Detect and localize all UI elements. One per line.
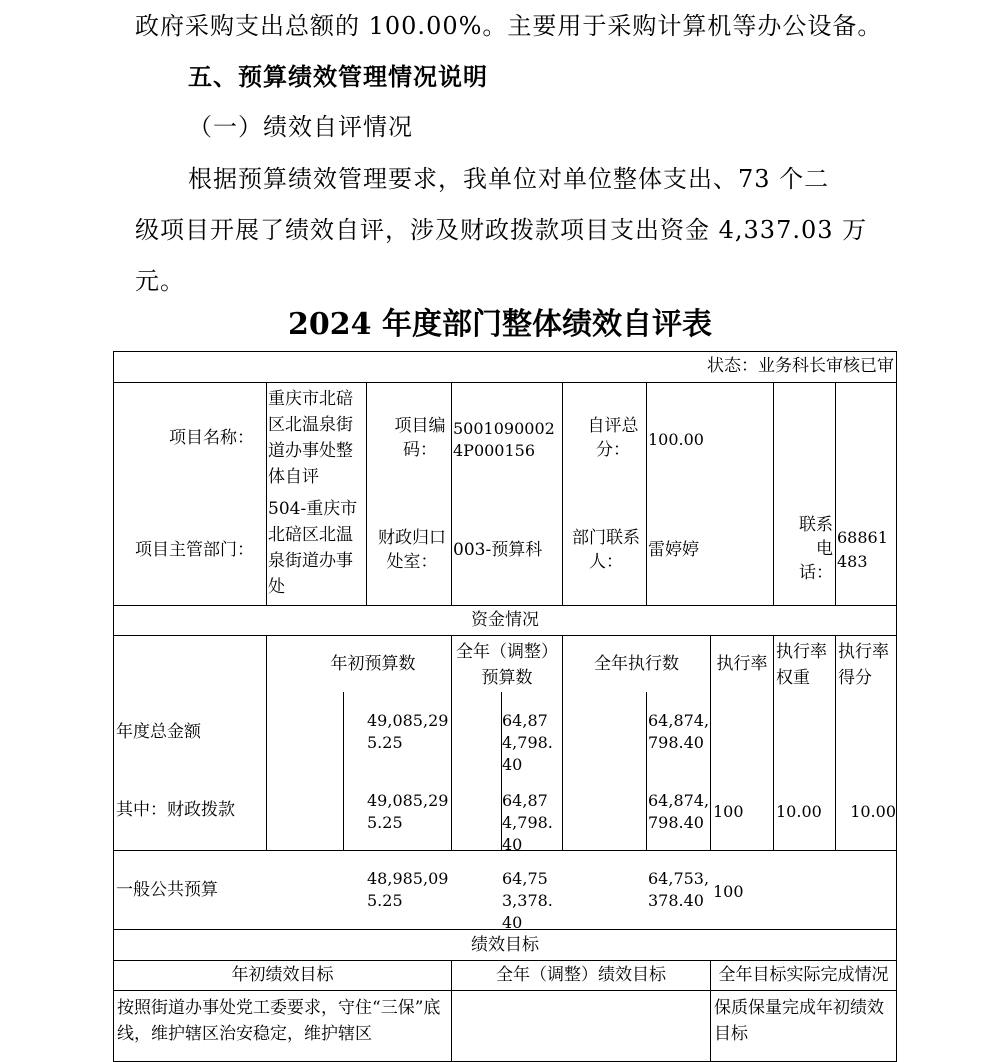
- funds-row-adjusted: 64,874,798.40: [502, 791, 553, 854]
- header-initial-budget: 年初预算数: [330, 654, 416, 674]
- funds-row-label: 年度总金额: [116, 722, 201, 742]
- funds-row-rate: 100: [713, 882, 744, 901]
- sub-heading: （一）绩效自评情况: [188, 113, 413, 141]
- project-code-label: 项目编码：: [394, 416, 446, 460]
- header-exec-score: 执行率得分: [838, 642, 889, 688]
- funds-row-weight: 10.00: [776, 802, 822, 821]
- project-code-value: 50010900024P000156: [453, 419, 555, 460]
- section-heading: 五、预算绩效管理情况说明: [188, 63, 488, 91]
- funds-row-label: 其中：财政拨款: [116, 800, 235, 820]
- funds-row-executed: 64,874,798.40: [648, 711, 710, 752]
- table-title: 2024 年度部门整体绩效自评表: [288, 307, 712, 342]
- header-exec-rate: 执行率: [716, 654, 768, 674]
- goals-actual-text: 保质保量完成年初绩效目标: [714, 998, 884, 1044]
- header-adjusted-budget: 全年（调整）预算数: [456, 642, 558, 688]
- goals-col-adjusted: 全年（调整）绩效目标: [496, 965, 666, 985]
- body-line-3: 元。: [135, 267, 185, 295]
- contact-value: 雷婷婷: [648, 540, 699, 560]
- phone-value: 68861483: [837, 528, 888, 571]
- contact-label: 部门联系人：: [572, 528, 640, 572]
- funds-row-initial: 49,085,295.25: [367, 711, 449, 752]
- funds-row-score: 10.00: [850, 802, 896, 821]
- header-exec-weight: 执行率权重: [776, 642, 827, 688]
- dept-label: 项目主管部门：: [135, 540, 254, 560]
- project-name-label: 项目名称：: [169, 428, 254, 448]
- status-text: 状态：业务科长审核已审: [707, 356, 894, 376]
- body-line-2: 级项目开展了绩效自评，涉及财政拨款项目支出资金 4,337.03 万: [135, 216, 868, 244]
- funds-row-executed: 64,874,798.40: [648, 791, 710, 832]
- body-line-1: 根据预算绩效管理要求，我单位对单位整体支出、73 个二: [188, 165, 830, 193]
- funds-row-rate: 100: [713, 802, 744, 821]
- intro-line-1: 政府采购支出总额的 100.00%。主要用于采购计算机等办公设备。: [135, 12, 883, 40]
- goals-col-actual: 全年目标实际完成情况: [718, 965, 889, 985]
- funds-row-adjusted: 64,874,798.40: [502, 711, 553, 774]
- funds-row-initial: 48,985,095.25: [367, 869, 449, 910]
- goals-section-label: 绩效目标: [471, 935, 539, 955]
- header-execution: 全年执行数: [594, 654, 679, 674]
- project-name-value: 重庆市北碚区北温泉街道办事处整体自评: [268, 389, 353, 487]
- self-score-label: 自评总分：: [587, 416, 639, 460]
- self-score-value: 100.00: [648, 430, 704, 449]
- dept-value: 504-重庆市北碚区北温泉街道办事处: [268, 499, 358, 597]
- funds-row-adjusted: 64,753,378.40: [502, 869, 553, 932]
- goals-col-initial: 年初绩效目标: [231, 965, 334, 985]
- finance-office-value: 003-预算科: [453, 540, 543, 560]
- goals-initial-text: 按照街道办事处党工委要求，守住“三保”底线，维护辖区治安稳定，维护辖区: [117, 998, 441, 1044]
- finance-office-label: 财政归口处室：: [378, 528, 446, 572]
- phone-label: 联系电话：: [799, 515, 833, 583]
- evaluation-table: [113, 351, 897, 1062]
- funds-row-label: 一般公共预算: [116, 880, 218, 900]
- funds-section-label: 资金情况: [471, 610, 539, 630]
- funds-row-executed: 64,753,378.40: [648, 869, 710, 910]
- funds-row-initial: 49,085,295.25: [367, 791, 449, 832]
